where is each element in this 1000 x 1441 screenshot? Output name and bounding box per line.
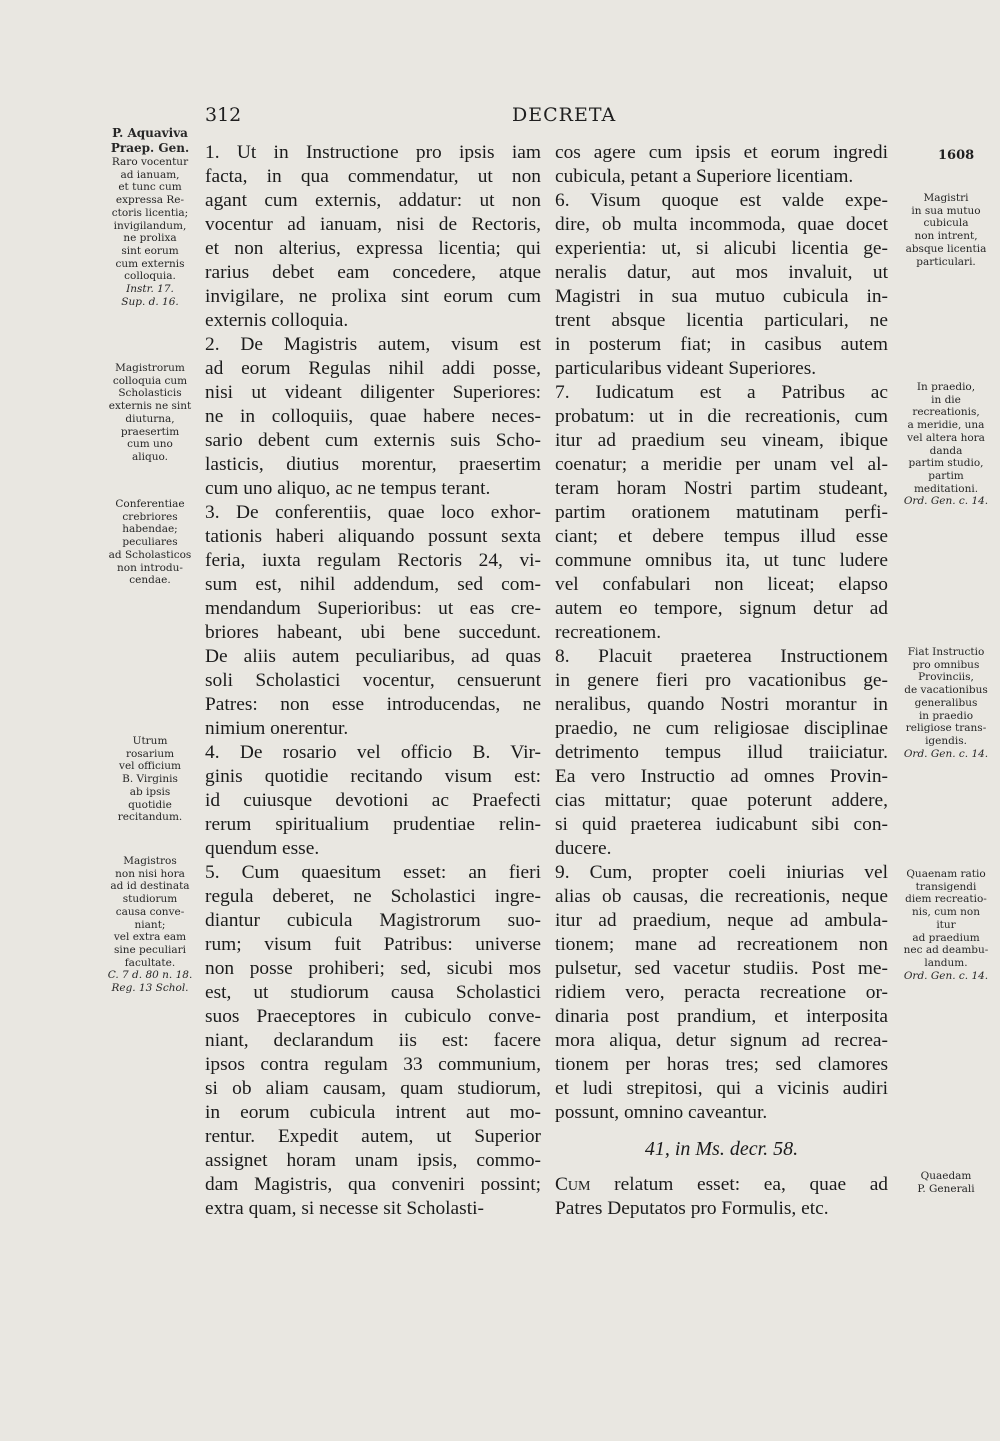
text-line: ne in colloquiis, quae habere neces-	[205, 406, 541, 427]
text-line: autem eo tempore, signum detur ad	[555, 598, 888, 619]
margin-note-line: a meridie, una	[907, 419, 985, 432]
text-line: assignet horam unam ipsis, commo-	[205, 1150, 541, 1171]
text-line: sario debent cum externis suis Scho-	[205, 430, 541, 451]
margin-note-line: cubicula	[923, 217, 969, 230]
margin-note-line: habendae;	[122, 523, 178, 536]
text-line: mora aliqua, detur signum ad recrea-	[555, 1030, 888, 1051]
margin-note-line: expressa Re-	[115, 194, 185, 207]
left-text-column	[205, 141, 541, 1221]
margin-note-line: pro omnibus	[912, 658, 980, 671]
margin-note-line: studiorum	[122, 893, 178, 906]
text-line: ciant; et debere tempus illud esse	[555, 526, 888, 547]
margin-note-line: et tunc cum	[118, 181, 182, 194]
text-line: facta, in qua commendatur, ut non	[205, 166, 541, 187]
margin-note-line: ad ianuam,	[120, 168, 180, 181]
margin-note-line: ne prolixa	[123, 232, 177, 245]
margin-note-line: in die	[931, 393, 961, 406]
closing-line: Patres Deputatos pro Formulis, etc.	[555, 1198, 829, 1219]
text-line: nisi ut videant diligenter Superiores:	[205, 382, 541, 403]
margin-note-line: praesertim	[120, 425, 180, 438]
text-line: ridiem vero, peracta recreatione or-	[555, 982, 888, 1003]
text-line: vocentur ad ianuam, nisi de Rectoris,	[205, 214, 541, 235]
margin-note-reference: Ord. Gen. c. 14.	[903, 747, 989, 760]
margin-note-line: igendis.	[925, 734, 967, 747]
text-line: dire, ob multa incommoda, quae docet	[555, 214, 888, 235]
margin-note-line: facultate.	[124, 956, 176, 969]
margin-note-line: cendae.	[129, 574, 171, 587]
text-line: externis colloquia.	[205, 310, 349, 331]
margin-note	[100, 735, 200, 824]
margin-note-line: danda	[929, 444, 963, 457]
text-line: et ludi strepitosi, qui a vicinis audiri	[555, 1078, 888, 1099]
text-line: commune omnibus ita, ut tunc ludere	[555, 550, 888, 571]
text-line: quendum esse.	[205, 838, 320, 859]
text-line: cias mittatur; quae poterunt addere,	[555, 790, 888, 811]
margin-note-line: in praedio	[918, 709, 974, 722]
text-line: tationis haberi aliquando possunt sexta	[205, 526, 541, 547]
margin-note	[900, 646, 992, 760]
text-line: briores habeant, ubi bene succedunt.	[205, 622, 541, 643]
margin-note-line: B. Virginis	[122, 773, 178, 786]
margin-note-line: itur	[936, 918, 956, 931]
text-line: in eorum cubicula intrent aut mo-	[205, 1102, 541, 1123]
margin-note-line: in sua mutuo	[911, 204, 981, 217]
text-line: soli Scholastici vocentur, censuerunt	[205, 670, 541, 691]
margin-note-line: generalibus	[914, 696, 978, 709]
margin-note-line: vel officium	[119, 760, 181, 773]
margin-note-line: religiose trans-	[905, 722, 987, 735]
margin-note	[900, 381, 992, 508]
margin-note-line: aliquo.	[132, 450, 168, 463]
text-line: possunt, omnino caveantur.	[555, 1102, 768, 1123]
margin-note-line: particulari.	[916, 255, 976, 268]
text-line: probatum: ut in die recreationis, cum	[555, 406, 888, 427]
page-number: 312	[205, 104, 242, 126]
text-line: tionem per horas tres; sed clamores	[555, 1054, 888, 1075]
margin-note-line: partim studio,	[908, 457, 984, 470]
margin-note-line: cum externis	[115, 257, 185, 270]
margin-note-line: quotidie	[128, 798, 172, 811]
text-line: diantur cubicula Magistrorum suo-	[205, 910, 541, 931]
margin-note-line: non nisi hora	[115, 867, 185, 880]
text-line: feria, iuxta regulam Rectoris 24, vi-	[205, 550, 541, 571]
text-line: regula deberet, ne Scholastici ingre-	[205, 886, 541, 907]
margin-note-line: niant;	[134, 918, 166, 931]
margin-note-line: crebriores	[122, 510, 178, 523]
text-line: 7. Iudicatum est a Patribus ac	[555, 382, 888, 403]
closing-line	[555, 1173, 888, 1197]
margin-note	[900, 192, 992, 268]
text-line: agant cum externis, addatur: ut non	[205, 190, 541, 211]
margin-note	[900, 1170, 992, 1195]
text-line: Magistri in sua mutuo cubicula in-	[555, 286, 888, 307]
margin-note-heading: P. Aquaviva	[112, 126, 188, 140]
text-line: itur ad praedium, neque ad ambula-	[555, 910, 888, 931]
margin-note-line: invigilandum,	[113, 219, 187, 232]
margin-note-line: diem recreatio-	[905, 893, 987, 906]
text-line: Patres: non esse introducendas, ne	[205, 694, 541, 715]
text-line: coenatur; a meridie per unam vel al-	[555, 454, 888, 475]
text-line: non posse prohiberi; sed, sicubi mos	[205, 958, 541, 979]
margin-note-line: nis, cum non	[912, 906, 980, 919]
text-line: dam Magistris, qua conveniri possint;	[205, 1174, 541, 1195]
text-line: ipsos contra regulam 33 communium,	[205, 1054, 541, 1075]
text-line: cos agere cum ipsis et eorum ingredi	[555, 142, 888, 163]
margin-note-line: ad Scholasticos	[108, 548, 192, 561]
text-line: cubicula, petant a Superiore licentiam.	[555, 166, 854, 187]
margin-note-line: nec ad deambu-	[903, 944, 989, 957]
spacer	[555, 1161, 888, 1173]
text-line: itur ad praedium seu vineam, ibique	[555, 430, 888, 451]
text-line: rarius debet eam concedere, atque	[205, 262, 541, 283]
text-line: 1. Ut in Instructione pro ipsis iam	[205, 142, 541, 163]
margin-note-line: landum.	[924, 956, 968, 969]
text-line: alias ob causas, die recreationis, neque	[555, 886, 888, 907]
margin-note-line: diuturna,	[125, 412, 175, 425]
margin-note-line: Magistri	[923, 192, 969, 204]
text-line: cum uno aliquo, ac ne tempus terant.	[205, 478, 491, 499]
text-line: particularibus videant Superiores.	[555, 358, 817, 379]
margin-note-reference: C. 7 d. 80 n. 18.	[107, 969, 193, 982]
margin-note-reference: Reg. 13 Schol.	[111, 982, 189, 995]
text-line: ginis quotidie recitando visum est:	[205, 766, 541, 787]
text-line: 9. Cum, propter coeli iniurias vel	[555, 862, 888, 883]
margin-note-line: P. Generali	[917, 1182, 975, 1195]
text-line: in genere fieri pro vacationibus ge-	[555, 670, 888, 691]
margin-note-line: ctoris licentia;	[111, 206, 189, 219]
margin-note	[900, 868, 992, 982]
margin-note-line: Quaedam	[920, 1170, 972, 1182]
margin-note-line: Scholasticis	[118, 387, 182, 400]
text-line: recreationem.	[555, 622, 662, 643]
margin-note-line: peculiares	[122, 536, 178, 549]
text-line: lasticis, diutius morentur, praesertim	[205, 454, 541, 475]
text-line: tionem; mane ad recreationem non	[555, 934, 888, 955]
margin-note-line: Utrum	[132, 735, 168, 747]
text-line: et non alterius, expressa licentia; qui	[205, 238, 541, 259]
text-line: 4. De rosario vel officio B. Vir-	[205, 742, 541, 763]
margin-note-line: colloquia cum	[112, 374, 188, 387]
margin-note-line: rosarium	[125, 747, 175, 760]
margin-note-line: sint eorum	[121, 244, 179, 257]
margin-note-line: recitandum.	[117, 811, 183, 824]
margin-note-line: In praedio,	[916, 381, 976, 393]
decree-heading: 41, in Ms. decr. 58.	[644, 1138, 799, 1160]
text-line: rerum spiritualium prudentiae relin-	[205, 814, 541, 835]
text-line: rentur. Expedit autem, ut Superior	[205, 1126, 541, 1147]
margin-note-line: cum uno	[127, 438, 173, 451]
text-line: si quid praeterea iudicabunt sibi con-	[555, 814, 888, 835]
closing-text: relatum esset: ea, quae ad	[590, 1174, 888, 1195]
margin-note-reference: Sup. d. 16.	[121, 295, 179, 308]
text-line: dinaria post prandium, et interposita	[555, 1006, 888, 1027]
text-line: sum est, nihil addendum, sed com-	[205, 574, 541, 595]
margin-note-line: transigendi	[915, 880, 977, 893]
margin-note	[100, 498, 200, 587]
text-line: teram horam Nostri partim studeant,	[555, 478, 888, 499]
margin-note-line: Provinciis,	[918, 671, 974, 684]
margin-note-line: recreationis,	[912, 406, 980, 419]
text-line: suos Praeceptores in cubiculo conve-	[205, 1006, 541, 1027]
margin-note-line: ad id destinata	[110, 880, 190, 893]
margin-note-line: colloquia.	[124, 270, 176, 283]
text-line: praedio, ne cum religiosae disciplinae	[555, 718, 888, 739]
margin-note-line: causa conve-	[115, 905, 185, 918]
text-line: id cuiusque devotioni ac Praefecti	[205, 790, 541, 811]
margin-note-line: Quaenam ratio	[906, 868, 986, 880]
text-line: 2. De Magistris autem, visum est	[205, 334, 541, 355]
text-line: Ea vero Instructio ad omnes Provin-	[555, 766, 888, 787]
right-text-column	[555, 141, 888, 1221]
margin-note-reference: Instr. 17.	[126, 283, 174, 296]
text-line: mendandum Superioribus: ut eas cre-	[205, 598, 541, 619]
text-line: ad eorum Regulas nihil addi posse,	[205, 358, 541, 379]
text-line: 5. Cum quaesitum esset: an fieri	[205, 862, 541, 883]
margin-note	[100, 855, 200, 995]
margin-note-line: ab ipsis	[129, 785, 171, 798]
margin-note-heading: Praep. Gen.	[110, 141, 190, 155]
text-line: neralis datur, aut mos invaluit, ut	[555, 262, 888, 283]
text-line: pulsetur, sed vacetur studiis. Post me-	[555, 958, 888, 979]
text-line: partim orationem matutinam perfi-	[555, 502, 888, 523]
margin-note-line: Magistrorum	[115, 362, 185, 374]
text-line: 8. Placuit praeterea Instructionem	[555, 646, 888, 667]
margin-note-line: partim	[928, 469, 964, 482]
margin-note-line: ad praedium	[912, 931, 980, 944]
text-line: trent absque licentia particulari, ne	[555, 310, 888, 331]
margin-note-line: externis ne sint	[108, 400, 192, 413]
year-label: 1608	[938, 148, 975, 163]
text-line: ducere.	[555, 838, 612, 859]
text-line: nimium onerentur.	[205, 718, 349, 739]
text-line: invigilare, ne prolixa sint eorum cum	[205, 286, 541, 307]
text-line: est, ut studiorum causa Scholastici	[205, 982, 541, 1003]
margin-note-reference: Ord. Gen. c. 14.	[903, 495, 989, 508]
running-title: DECRETA	[512, 104, 617, 126]
running-head	[205, 104, 885, 132]
margin-note-reference: Ord. Gen. c. 14.	[903, 969, 989, 982]
text-line: in posterum fiat; in casibus autem	[555, 334, 888, 355]
margin-note-line: meditationi.	[913, 482, 979, 495]
text-line: experientia: ut, si alicubi licentia ge-	[555, 238, 888, 259]
text-line: 3. De conferentiis, quae loco exhor-	[205, 502, 541, 523]
margin-note-line: Magistros	[123, 855, 177, 867]
margin-note-line: Conferentiae	[115, 498, 185, 510]
text-line: si ob aliam causam, quam studiorum,	[205, 1078, 541, 1099]
margin-note-line: vel altera hora	[907, 431, 985, 444]
text-line: extra quam, si necesse sit Scholasti-	[205, 1198, 484, 1219]
text-line: detrimento tempus illud traiiciatur.	[555, 742, 888, 763]
text-line: De aliis autem peculiaribus, ad quas	[205, 646, 541, 667]
text-line: niant, declarandum iis est: facere	[205, 1030, 541, 1051]
text-line: 6. Visum quoque est valde expe-	[555, 190, 888, 211]
margin-note-line: absque licentia	[905, 242, 987, 255]
margin-note-line: Raro vocentur	[111, 156, 189, 168]
closing-initial: Cum	[555, 1174, 591, 1195]
margin-note-line: non intrent,	[914, 230, 978, 243]
margin-note	[100, 126, 200, 308]
margin-note-line: vel extra eam	[113, 931, 187, 944]
spacer	[555, 1125, 888, 1137]
text-line: vel confabulari non liceat; elapso	[555, 574, 888, 595]
text-line: rum; visum fuit Patribus: universe	[205, 934, 541, 955]
margin-note	[100, 362, 200, 464]
margin-note-line: non introdu-	[117, 561, 183, 574]
margin-note-line: de vacationibus	[904, 684, 988, 697]
margin-note-line: sine peculiari	[114, 943, 186, 956]
text-line: neralibus, quando Nostri morantur in	[555, 694, 888, 715]
margin-note-line: Fiat Instructio	[907, 646, 985, 658]
